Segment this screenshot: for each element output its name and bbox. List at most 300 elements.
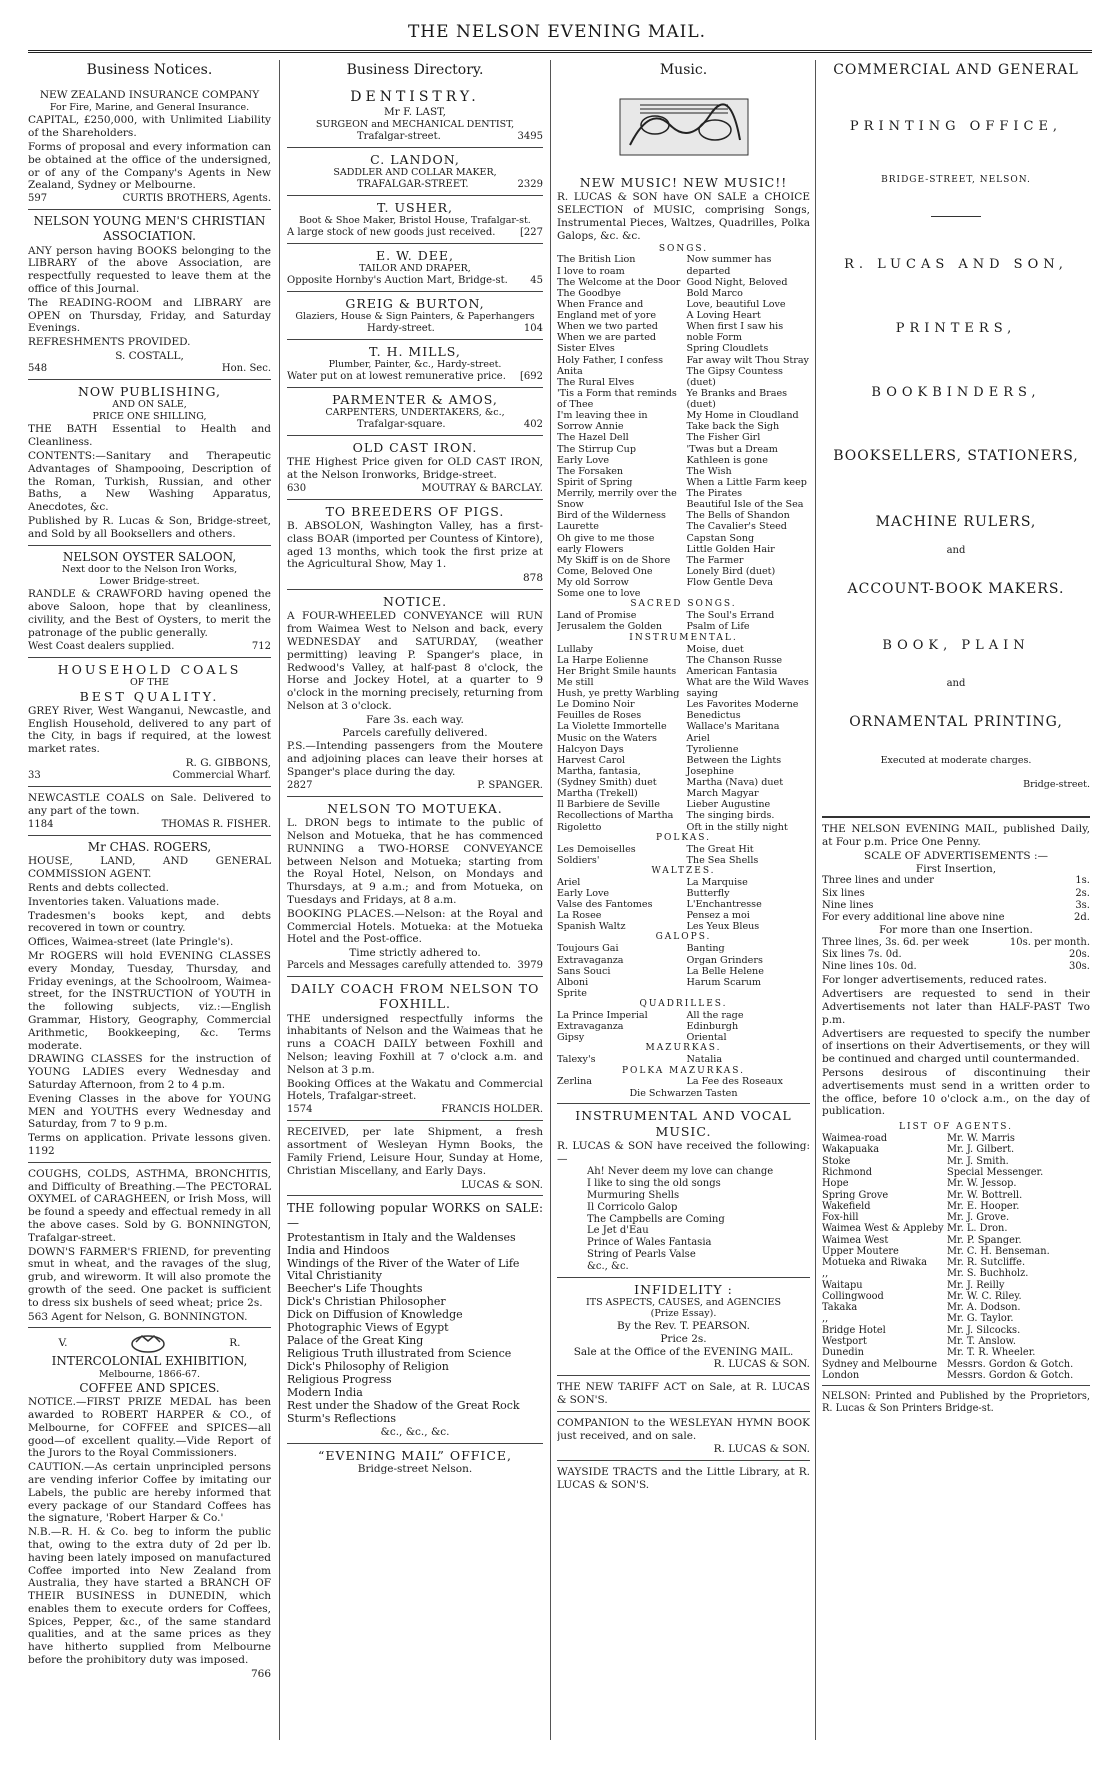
agent-place: Upper Moutere [822, 1245, 899, 1257]
ad-role: Glaziers, House & Sign Painters, & Paperhangers [295, 311, 535, 323]
ad-parmenter-amos [287, 387, 543, 431]
list-item: Harum Scarum [686, 976, 762, 988]
list-item: Dick on Diffusion of Knowledge [287, 1308, 463, 1322]
list-item: La Rosee [557, 910, 602, 922]
rate-price: 10s. per month. [1009, 936, 1090, 948]
list-item: American Fantasia [686, 665, 778, 677]
ad-role: Hon. Sec. [221, 362, 271, 374]
ad-text: L. DRON begs to intimate to the public of Nelson and Motueka, that he has commenced RUNNING a TWO-HORSE CONVEYANCE between Nelson and Motueka; starting from the Royal Hotel, Nelson, on Mondays and Thursdays, at 9 a.m.; and from Motueka, on Tuesdays and Fridays, at 8 a.m. [287, 817, 543, 906]
agent-place: Motueka and Riwaka [822, 1257, 927, 1269]
ad-role: CARPENTERS, UNDERTAKERS, &c., [325, 407, 505, 419]
ad-subtitle: (Prize Essay). [650, 1308, 717, 1320]
list-item: Bird of the Wilderness [557, 510, 666, 522]
rate-row [822, 961, 1090, 973]
rate-label: For every additional line above nine [822, 911, 1005, 923]
ad-title: NELSON YOUNG MEN'S CHRISTIAN ASSOCIATION. [33, 214, 266, 244]
agent-name: Mr. W. Jessop. [947, 1178, 1017, 1190]
ad-text: Fare 3s. each way. [366, 713, 464, 726]
songs-right [687, 254, 811, 599]
instr-right [687, 644, 811, 833]
list-item: La Fee des Roseaux [686, 1076, 783, 1088]
list-item: Laurette [557, 521, 599, 533]
list-item: All the rage [686, 1010, 744, 1022]
list-item: Dick's Philosophy of Religion [287, 1360, 449, 1374]
works-list [287, 1232, 543, 1427]
ad-title: BOOKBINDERS, [871, 384, 1041, 400]
ad-text: GREY River, West Wanganui, Newcastle, and English Household, delivered to any part of the City, in bags if required, at the lowest market rates. [28, 704, 271, 756]
waltzes-left [557, 877, 681, 933]
section-heading: POLKAS. [656, 832, 711, 843]
ad-signature: S. COSTALL, [115, 350, 184, 363]
ad-address: Bridge-street. [1023, 778, 1090, 790]
list-item: Spring Cloudlets [686, 343, 769, 355]
ad-text: Price 2s. [660, 1332, 707, 1345]
list-item: When we are parted [557, 332, 657, 344]
ad-number: 597 [28, 193, 48, 205]
sacred-right [687, 610, 811, 632]
list-item: Take back the Sigh [686, 421, 780, 433]
songs-left [557, 254, 681, 599]
list-item: Talexy's [557, 1054, 596, 1066]
ad-breeders-of-pigs [287, 499, 543, 585]
ad-text: REFRESHMENTS PROVIDED. [28, 336, 191, 349]
list-item: Le Domino Noir [557, 699, 635, 711]
rates-first [822, 875, 1090, 924]
ad-role: TAILOR AND DRAPER, [359, 263, 471, 274]
ad-subtitle: Melbourne, 1866-67. [98, 1368, 201, 1380]
list-item: Gipsy [557, 1032, 585, 1044]
ad-title: INTERCOLONIAL EXHIBITION, [51, 1354, 248, 1369]
ad-subtitle: ITS ASPECTS, CAUSES, and AGENCIES [586, 1296, 781, 1308]
list-item: Hush, ye pretty Warbling [557, 688, 680, 700]
ad-address: Bridge-street Nelson. [357, 1463, 473, 1476]
ad-text: BOOKING PLACES.—Nelson: at the Royal and Commercial Hotels. Motueka: at the Motueka Hotel and the Post-office. [287, 907, 543, 946]
agent-name: Mr. S. Buchholz. [947, 1268, 1029, 1280]
ad-subtitle: HOUSE, LAND, AND GENERAL COMMISSION AGENT. [28, 855, 271, 881]
agent-place: Hope [822, 1178, 849, 1190]
list-item: Soldiers' [557, 854, 600, 866]
ad-text: THE undersigned respectfully informs the inhabitants of Nelson and the Waimeas that he runs a COACH DAILY between Foxhill and Nelson; leaving Foxhill at 7 o'clock a.m. and Nelson at 3 p.m. [287, 1012, 543, 1076]
ad-text: DRAWING CLASSES for the instruction of YOUNG LADIES every Wednesday and Saturday Afternoon, from 2 to 4 p.m. [28, 1053, 271, 1091]
ad-text: NEWCASTLE COALS on Sale. Delivered to any part of the town. [28, 792, 271, 817]
column-divider [279, 60, 280, 1740]
list-item: The Bells of Shandon [686, 510, 790, 522]
ad-number: 878 [522, 572, 543, 585]
ad-text: For longer advertisements, reduced rates. [822, 974, 1047, 987]
list-item: When France and England met of yore [557, 298, 656, 322]
agent-place: Richmond [822, 1167, 873, 1179]
list-item: Now summer has departed [686, 254, 772, 277]
section-heading: GALOPS. [655, 932, 712, 943]
list-item: Rest under the Shadow of the Great Rock [287, 1399, 520, 1413]
ad-title: ORNAMENTAL PRINTING, [849, 713, 1063, 730]
list-item: Murmuring Shells [587, 1190, 680, 1201]
list-item: My old Sorrow [557, 577, 629, 589]
ad-address: Trafalgar-square. [357, 418, 446, 430]
ad-text: Parcels and Messages carefully attended to. [287, 959, 511, 971]
ad-number: 33 [28, 769, 41, 781]
rate-label: Three lines and under [822, 875, 934, 887]
list-item: The Campbells are Coming [587, 1213, 725, 1225]
agent-place: Stoke [822, 1155, 851, 1167]
ad-title: C. LANDON, [370, 151, 460, 167]
ad-text: R. LUCAS & SON have received the following:— [557, 1139, 810, 1165]
ad-dee [287, 243, 543, 287]
ad-title: INFIDELITY : [634, 1281, 733, 1297]
ad-popular-works [287, 1195, 543, 1439]
agent-place: ,, [822, 1268, 829, 1280]
ad-number: 45 [530, 274, 543, 286]
agent-place: Fox-hill [822, 1212, 859, 1224]
list-item: Vital Christianity [287, 1269, 382, 1283]
column-business-directory [287, 60, 543, 1750]
ad-title: PRINTING OFFICE, [849, 119, 1063, 135]
list-item: Little Golden Hair [686, 543, 775, 555]
list-item: Land of Promise [557, 610, 637, 622]
rate-row [822, 937, 1090, 949]
list-item: The British Lion [557, 254, 636, 266]
ad-text: Persons desirous of discontinuing their advertisements must send in a written order to the office, before 10 o'clock a.m., on the day of publication. [822, 1067, 1090, 1118]
ad-companion [557, 1411, 810, 1456]
agent-name: Mr. P. Spanger. [947, 1234, 1022, 1246]
ad-number: 1184 [28, 818, 54, 830]
list-item: &c., &c. [587, 1260, 629, 1272]
ad-newcastle-coals [28, 786, 271, 831]
agents-list [822, 1133, 1090, 1381]
list-item: Valse des Fantomes [557, 899, 653, 911]
ad-title: INSTRUMENTAL AND VOCAL MUSIC. [575, 1108, 792, 1139]
list-item: Moise, duet [686, 643, 744, 655]
list-item: India and Hindoos [287, 1243, 390, 1257]
list-item: Il Barbiere de Seville [557, 799, 660, 811]
ad-address: TRAFALGAR-STREET. [357, 178, 469, 190]
ad-subtitle: Next door to the Nelson Iron Works, [61, 564, 238, 576]
agent-place: Waimea West [822, 1234, 889, 1246]
ad-text: Evening Classes in the above for YOUNG MEN and YOUTHS every Wednesday and Saturday, from 7 to 9 p.m. [28, 1092, 271, 1131]
ad-title: BOOKSELLERS, STATIONERS, [833, 448, 1079, 465]
list-item: Extravaganza [557, 1021, 624, 1033]
list-item: The Forsaken [557, 465, 624, 477]
rate-label: Nine lines [822, 899, 874, 911]
polkas-right [687, 844, 811, 866]
agent-place: Wakapuaka [822, 1144, 880, 1156]
ad-new-music [557, 171, 810, 1099]
list-item: The Soul's Errand [686, 610, 775, 622]
list-item: La Harpe Eolienne [557, 654, 649, 666]
quad-left [557, 1010, 681, 1043]
ad-text: and [946, 677, 966, 689]
list-item: I'm leaving thee in Sorrow Annie [557, 410, 648, 433]
list-item: Ariel [686, 732, 710, 744]
list-item: Ariel [557, 876, 581, 888]
column-business-notices [28, 60, 271, 1750]
list-item: Protestantism in Italy and the Waldenses [287, 1230, 516, 1244]
list-item: Merrily, merrily over the Snow [557, 488, 677, 511]
waltzes-right [687, 877, 811, 933]
mazurkas-list [557, 1054, 810, 1065]
ad-title: OLD CAST IRON. [352, 439, 478, 455]
ad-title: NEW MUSIC! NEW MUSIC!! [579, 175, 788, 191]
list-item: The Pirates [686, 488, 743, 500]
ad-text: Time strictly adhered to. [349, 947, 481, 960]
list-item: I love to roam [557, 265, 625, 277]
ad-household-coals [28, 657, 271, 782]
agent-name: Mr. W. Bottrell. [947, 1189, 1023, 1201]
ad-text: The READING-ROOM and LIBRARY are OPEN on Thursday, Friday, and Saturday Evenings. [28, 296, 271, 335]
imprint-text: NELSON: Printed and Published by the Proprietors, R. Lucas & Son Printers Bridge-st. [822, 1391, 1090, 1414]
list-item: Recollections of Martha [557, 810, 674, 822]
ad-rogers [28, 835, 271, 1158]
agent-name: Mr. E. Hooper. [947, 1200, 1020, 1212]
list-item: Benedictus [686, 710, 741, 722]
ad-number: 766 [250, 1667, 271, 1680]
ad-landon [287, 147, 543, 191]
ad-title: NELSON TO MOTUEKA. [327, 800, 503, 816]
list-item: The Hazel Dell [557, 432, 629, 444]
list-item: Martha (Trekell) [557, 788, 638, 800]
ad-address: Trafalgar-street. [357, 130, 441, 142]
list-item: Organ Grinders [686, 954, 763, 966]
ad-text: Parcels carefully delivered. [342, 726, 488, 739]
list-item: Edinburgh [686, 1021, 739, 1033]
agent-name: Mr. T. R. Wheeler. [947, 1347, 1036, 1359]
list-item: Die Schwarzen Tasten [629, 1087, 738, 1099]
galops-left [557, 943, 681, 999]
ad-signature: MOUTRAY & BARCLAY. [421, 482, 543, 494]
list-item: Extravaganza [557, 954, 624, 966]
ad-number: 712 [251, 640, 271, 652]
ad-nelson-motueka [287, 796, 543, 972]
agent-place: Waimea-road [822, 1133, 888, 1145]
ad-role: SURGEON and MECHANICAL DENTIST, [315, 118, 515, 130]
list-item: Martha, fantasia, (Sydney Smith) duet [557, 765, 657, 789]
agent-name: Messrs. Gordon & Gotch. [947, 1369, 1074, 1381]
agent-name: Mr. R. Sutcliffe. [947, 1257, 1026, 1269]
ad-address: Hardy-street. [367, 322, 435, 334]
ad-text: A FOUR-WHEELED CONVEYANCE will RUN from Waimea West to Nelson and back, every WEDNESDAY and SATURDAY, (weather permitting) leaving P. Spanger's place, in Redwood's Valley, at half-past 8 o'clock, the Horse and Jockey Hotel, at a quarter to 9 o'clock in the morning precisely, returning from Nelson at 3 o'clock. [287, 610, 543, 712]
agent-name: Mr. J. Reilly [947, 1279, 1005, 1291]
ad-title: NOTICE. [382, 594, 448, 610]
list-item: Early Love [557, 454, 610, 466]
ad-text: Tradesmen's books kept, and debts recovered in town or country. [28, 909, 271, 935]
ad-text: THE NEW TARIFF ACT on Sale, at R. LUCAS & SON'S. [557, 1381, 810, 1406]
ad-mills [287, 339, 543, 383]
list-item: I like to sing the old songs [587, 1178, 721, 1190]
ivm-list [557, 1166, 810, 1272]
ad-number: 2827 [287, 779, 313, 791]
list-item: Ah! Never deem my love can change [587, 1166, 774, 1178]
list-item: L'Enchantresse [686, 899, 762, 911]
agent-place: Wakefield [822, 1200, 871, 1212]
list-item: Martha (Nava) duet [686, 777, 784, 789]
agent-place: London [822, 1369, 860, 1381]
list-item: Lonely Bird (duet) [686, 565, 776, 577]
ad-title: BOOK, PLAIN [882, 637, 1030, 653]
ad-text: Inventories taken. Valuations made. [28, 895, 220, 908]
ad-role: SADDLER AND COLLAR MAKER, [333, 166, 497, 178]
royal-crest-icon [128, 1332, 168, 1354]
rate-label: Nine lines 10s. 0d. [822, 961, 917, 973]
ad-title: ACCOUNT-BOOK MAKERS. [847, 580, 1065, 597]
ad-text: N.B.—R. H. & Co. beg to inform the public that, owing to the extra duty of 2d per lb. having been lately imposed on manufactured Coffee imported into New Zealand from Australia, they have started a BRANCH OF THEIR BUSINESS in DUNEDIN, which enables them to execute orders for Coffees, Spices, Pepper, &c., of the same standard qualities, and at the same prices as they have hitherto supplied from Melbourne before the prohibitory duty was imposed. [28, 1526, 271, 1667]
list-item: Oft in the stilly night [686, 821, 788, 833]
ad-wayside [557, 1460, 810, 1492]
ad-signature: CURTIS BROTHERS, Agents. [122, 193, 271, 205]
list-item: The singing birds. [686, 810, 775, 822]
agent-name: Mr. A. Dodson. [947, 1302, 1021, 1314]
ad-bath [28, 379, 271, 541]
list-item: Feuilles de Roses [557, 710, 642, 722]
list-item: The Farmer [686, 554, 744, 566]
list-item: Capstan Song [686, 532, 755, 544]
ad-text: 563 Agent for Nelson, G. BONNINGTON. [28, 1310, 248, 1323]
vr-letter: R. [229, 1336, 241, 1349]
ad-title: GREIG & BURTON, [345, 295, 485, 311]
imprint [822, 1385, 1090, 1415]
list-item: Oriental [686, 1032, 727, 1044]
ad-title: Mr CHAS. ROGERS, [87, 839, 212, 854]
section-heading: MAZURKAS. [645, 1043, 722, 1054]
polka-mazurkas-list [557, 1076, 810, 1087]
ad-title: NELSON OYSTER SALOON, [62, 549, 237, 564]
ad-signature: THOMAS R. FISHER. [161, 818, 271, 830]
ad-text: Advertisers are requested to specify the number of insertions on their Advertisements, or they will be continued and charged until countermanded. [822, 1027, 1090, 1066]
column-divider [815, 60, 816, 1740]
ad-text: Booking Offices at the Wakatu and Commercial Hotels, Trafalgar-street. [287, 1077, 543, 1103]
ad-infidelity [557, 1277, 810, 1372]
polkas-left [557, 844, 681, 866]
ad-subtitle: PRICE ONE SHILLING, [92, 410, 207, 422]
ad-text: Sale at the Office of the EVENING MAIL. [573, 1345, 794, 1358]
list-item: Far away wilt Thou Stray [686, 354, 809, 366]
list-item: La Prince Imperial [557, 1010, 648, 1022]
section-heading: SACRED SONGS. [630, 599, 737, 610]
agent-name: Mr. G. Taylor. [947, 1313, 1014, 1325]
list-item: Josephine [686, 765, 734, 777]
ad-number: [692 [520, 370, 543, 382]
column-divider [550, 60, 551, 1740]
divider [931, 216, 981, 217]
column-music [557, 60, 810, 1750]
ad-text: By the Rev. T. PEARSON. [616, 1319, 750, 1332]
ad-name: Mr F. LAST, [384, 106, 446, 119]
ad-number: 402 [523, 418, 543, 430]
list-item: Windings of the River of the Water of Life [287, 1256, 520, 1270]
list-item: Les Demoiselles [557, 843, 636, 855]
music-instruments-illustration [610, 85, 758, 165]
ad-subtitle: First Insertion, [915, 862, 997, 875]
ad-coughs [28, 1162, 271, 1324]
ad-daily-coach [287, 976, 543, 1116]
ad-printing-office [822, 62, 1090, 790]
ad-text: CAUTION.—As certain unprincipled persons are vending inferior Coffee by imitating our Labels, the public are hereby informed that every package of our Standard Coffees has the signature, 'Robert Harper & Co.' [28, 1461, 271, 1525]
list-item: The Cavalier's Steed [686, 521, 787, 533]
ad-address: BRIDGE-STREET, NELSON. [881, 174, 1031, 185]
ad-role: Plumber, Painter, &c., Hardy-street. [328, 359, 502, 371]
rate-row [822, 900, 1090, 912]
ad-text: THE BATH Essential to Health and Cleanliness. [28, 423, 271, 449]
agent-name: Mr. J. Silcocks. [947, 1324, 1021, 1336]
list-item: Psalm of Life [686, 621, 750, 633]
column-title: Music. [659, 62, 708, 78]
list-item: Natalia [686, 1054, 723, 1066]
list-item: String of Pearls Valse [587, 1248, 696, 1260]
list-item: Prince of Wales Fantasia [587, 1237, 712, 1249]
list-item: La Belle Helene [686, 965, 764, 977]
list-item: Butterfly [686, 887, 730, 899]
ad-number: 104 [523, 322, 543, 334]
masthead-rule [28, 50, 1092, 53]
list-item: Zerlina [557, 1076, 592, 1088]
agent-place: Westport [822, 1336, 867, 1347]
list-item: Pensez a moi [686, 910, 750, 922]
list-item: The Fisher Girl [686, 432, 761, 444]
list-item: Spanish Waltz [557, 921, 626, 933]
ad-title: PRINTERS, [895, 320, 1017, 336]
ad-title: “EVENING MAIL” OFFICE, [317, 1447, 513, 1463]
list-item: The Wish [686, 465, 732, 477]
ad-number: 3979 [517, 959, 543, 971]
list-item: Rigoletto [557, 821, 602, 833]
ad-title: DENTISTRY. [350, 89, 480, 106]
agent-place: ,, [822, 1313, 829, 1325]
rate-label: Six lines 7s. 0d. [822, 949, 902, 961]
ad-text: Rents and debts collected. [28, 882, 170, 895]
list-item: Alboni [557, 976, 589, 988]
list-item: Les Yeux Bleus [686, 921, 760, 933]
rate-label: Three lines, 3s. 6d. per week [822, 936, 969, 948]
ad-title: NOW PUBLISHING, [77, 384, 221, 400]
list-item: When a Little Farm keep [686, 476, 807, 488]
list-item: The Rural Elves [557, 376, 635, 388]
agent-name: Mr. C. H. Benseman. [947, 1245, 1050, 1257]
ad-text: P.S.—Intending passengers from the Moutere and adjoining places can leave their horses at Spanger's place during the day. [287, 740, 543, 778]
sacred-left [557, 610, 681, 632]
list-item: Sprite [557, 987, 587, 999]
ad-ymca [28, 209, 271, 375]
masthead: THE NELSON EVENING MAIL. [407, 22, 707, 42]
rates-more [822, 937, 1090, 974]
list-item: The Gipsy Countess (duet) [686, 365, 783, 388]
ad-text: DOWN'S FARMER'S FRIEND, for preventing smut in wheat, and the ravages of the slug, grub, and wireworm. It will also promote the growth of the seed. One packet is sufficient to dress six bushels of seed wheat; price 2s. [28, 1245, 271, 1309]
ad-title: BEST QUALITY. [79, 688, 220, 704]
list-item: Beautiful Isle of the Sea [686, 499, 804, 511]
ad-signature: FRANCIS HOLDER. [441, 1104, 543, 1116]
ad-address: Opposite Hornby's Auction Mart, Bridge-st. [287, 274, 508, 286]
list-item: Jerusalem the Golden [557, 621, 663, 633]
vr-letter: V. [58, 1336, 68, 1349]
list-item: The Goodbye [557, 287, 621, 299]
agent-place: Dunedin [822, 1347, 864, 1359]
list-item: Photographic Views of Egypt [287, 1321, 449, 1335]
ad-role: Boot & Shoe Maker, Bristol House, Trafalgar-st. [299, 214, 531, 226]
section-heading: INSTRUMENTAL. [629, 632, 738, 643]
ad-text: CONTENTS:—Sanitary and Therapeutic Advantages of Shampooing, Description of the Roman, Turkish, Russian, and other Baths, a New Washing Apparatus, Anecdotes, &c. [28, 450, 271, 514]
ad-signature: LUCAS & SON. [461, 1178, 543, 1191]
list-item: Religious Progress [287, 1373, 392, 1387]
ad-greig-burton [287, 291, 543, 335]
agent-name: Mr. W. Marris [947, 1133, 1015, 1145]
agent-place: Takaka [822, 1302, 858, 1314]
ad-exhibition [28, 1327, 271, 1680]
list-item: La Marquise [686, 876, 748, 888]
rate-row [822, 888, 1090, 900]
ad-subtitle: AND ON SALE, [112, 399, 187, 411]
galops-right [687, 943, 811, 999]
column-title: Business Directory. [346, 62, 484, 78]
ad-title: COMMERCIAL AND GENERAL [833, 62, 1079, 78]
ad-number: 630 [287, 482, 307, 494]
